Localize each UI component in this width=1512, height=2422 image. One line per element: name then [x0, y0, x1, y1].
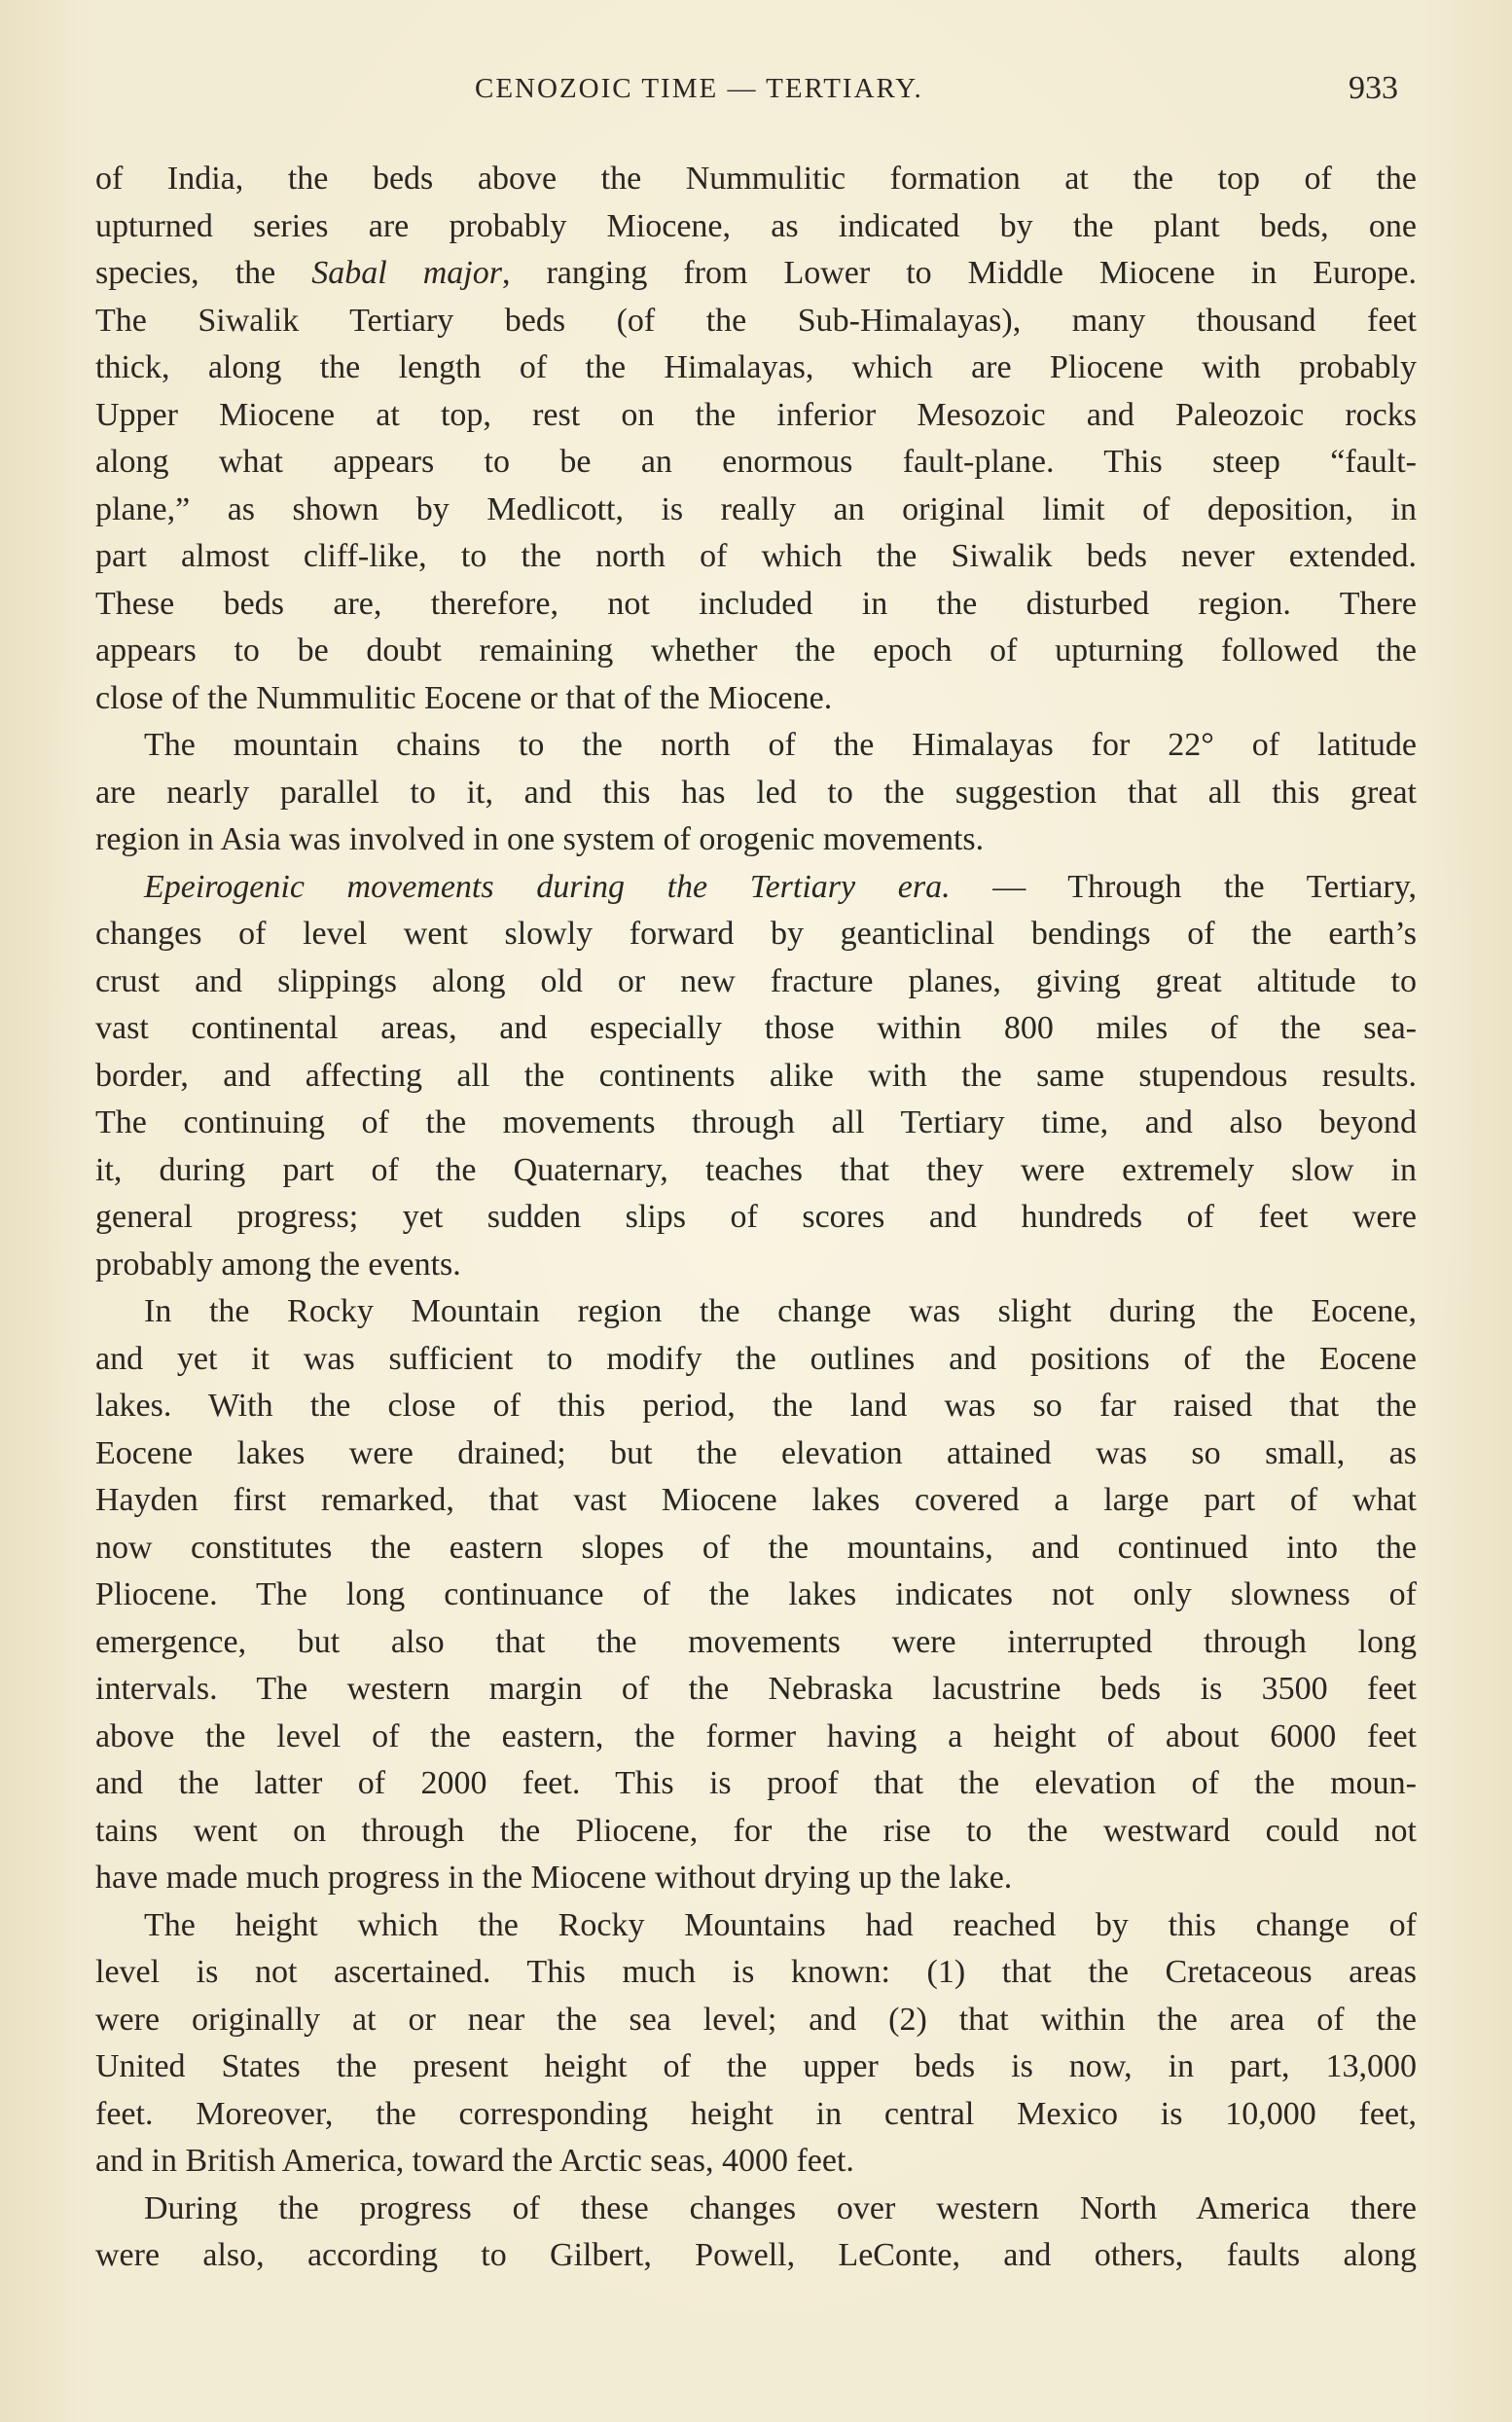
italic-section-heading: Epeirogenic movements during the Tertiary era.: [144, 868, 951, 905]
text-line: have made much progress in the Miocene without drying up the lake.: [95, 1860, 1013, 1896]
text-line: were also, according to Gilbert, Powell, LeConte, and others, faults along: [95, 2237, 1417, 2273]
text-line: level is not ascertained. This much is known: (1) that the Cretaceous areas: [95, 1954, 1417, 1990]
text-line: along what appears to be an enormous fault-plane. This steep “fault-: [95, 444, 1417, 480]
text-line: it, during part of the Quaternary, teaches that they were extremely slow in: [95, 1151, 1417, 1188]
text-line: emergence, but also that the movements were interrupted through long: [95, 1623, 1417, 1660]
text-line: general progress; yet sudden slips of scores and hundreds of feet were: [95, 1199, 1417, 1235]
text-line: and the latter of 2000 feet. This is proof that the elevation of the moun-: [95, 1765, 1417, 1801]
text-line: The continuing of the movements through all Tertiary time, and also beyond: [95, 1104, 1417, 1140]
text-line: [95, 864, 1417, 912]
text-line: thick, along the length of the Himalayas, which are Pliocene with probably: [95, 349, 1417, 385]
text-line: border, and affecting all the continents alike with the same stupendous results.: [95, 1057, 1417, 1094]
text-line: close of the Nummulitic Eocene or that of the Miocene.: [95, 679, 833, 716]
text-line: lakes. With the close of this period, the land was so far raised that the: [95, 1388, 1417, 1424]
text-line: intervals. The western margin of the Nebraska lacustrine beds is 3500 feet: [95, 1671, 1417, 1707]
text-line: are nearly parallel to it, and this has led to the suggestion that all this great: [95, 774, 1417, 811]
text-line: Eocene lakes were drained; but the elevation attained was so small, as: [95, 1434, 1417, 1471]
text-line: Upper Miocene at top, rest on the inferior Mesozoic and Paleozoic rocks: [95, 396, 1417, 433]
running-head: [0, 64, 1512, 113]
page-number: 933: [1349, 70, 1398, 106]
body-text: [95, 156, 1417, 2280]
text-line: feet. Moreover, the corresponding height in central Mexico is 10,000 feet,: [95, 2095, 1417, 2132]
text-line: changes of level went slowly forward by geanticlinal bendings of the earth’s: [95, 916, 1417, 952]
text-line: now constitutes the eastern slopes of the mountains, and continued into the: [95, 1529, 1417, 1566]
text-line: Hayden first remarked, that vast Miocene lakes covered a large part of what: [95, 1482, 1417, 1518]
text-line: United States the present height of the upper beds is now, in part, 13,000: [95, 2048, 1417, 2084]
text-line: upturned series are probably Miocene, as indicated by the plant beds, one: [95, 207, 1417, 244]
text-line: In the Rocky Mountain region the change was slight during the Eocene,: [144, 1293, 1417, 1329]
italic-species-name: Sabal major: [311, 255, 502, 291]
text-line: Pliocene. The long continuance of the lakes indicates not only slowness of: [95, 1576, 1417, 1612]
text-run: — Through the Tertiary,: [950, 868, 1418, 905]
text-line: The Siwalik Tertiary beds (of the Sub-Himalayas), many thousand feet: [95, 302, 1417, 339]
text-line: were originally at or near the sea level; and (2) that within the area of the: [95, 2001, 1417, 2038]
text-line: and yet it was sufficient to modify the outlines and positions of the Eocene: [95, 1340, 1417, 1377]
text-line: The height which the Rocky Mountains had reached by this change of: [144, 1906, 1417, 1943]
text-line: appears to be doubt remaining whether the epoch of upturning followed the: [95, 633, 1417, 669]
text-line: of India, the beds above the Nummulitic formation at the top of the: [95, 161, 1417, 197]
text-line: These beds are, therefore, not included in the disturbed region. There: [95, 585, 1417, 622]
text-line: region in Asia was involved in one system of orogenic movements.: [95, 821, 985, 857]
text-line: tains went on through the Pliocene, for the rise to the westward could not: [95, 1812, 1417, 1849]
text-line: above the level of the eastern, the former having a height of about 6000 feet: [95, 1717, 1417, 1754]
running-title: CENOZOIC TIME — TERTIARY.: [475, 73, 923, 104]
text-run: species, the: [95, 255, 312, 291]
text-line: probably among the events.: [95, 1246, 461, 1283]
text-line: plane,” as shown by Medlicott, is really an original limit of deposition, in: [95, 490, 1417, 527]
text-line: During the progress of these changes over western North America there: [144, 2189, 1417, 2226]
text-line: and in British America, toward the Arctic seas, 4000 feet.: [95, 2143, 854, 2179]
text-line: part almost cliff-like, to the north of which the Siwalik beds never extended.: [95, 538, 1417, 574]
text-line: crust and slippings along old or new fracture planes, giving great altitude to: [95, 962, 1417, 999]
text-line: The mountain chains to the north of the Himalayas for 22° of latitude: [144, 727, 1417, 763]
text-line: vast continental areas, and especially those within 800 miles of the sea-: [95, 1010, 1417, 1046]
text-run: , ranging from Lower to Middle Miocene in Europe.: [501, 255, 1417, 291]
text-line: [95, 250, 1417, 298]
